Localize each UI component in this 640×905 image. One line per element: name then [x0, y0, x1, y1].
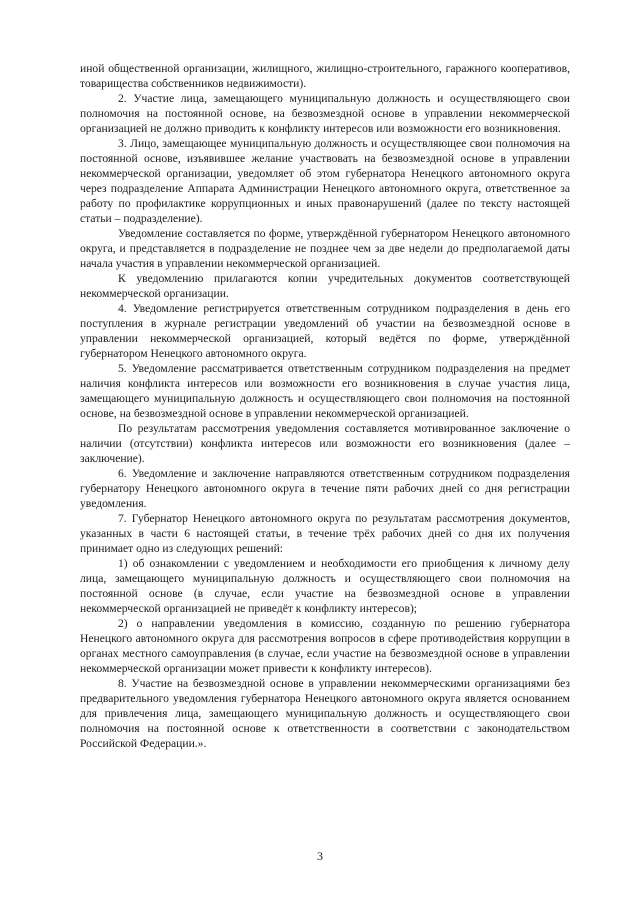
paragraph-attachments: К уведомлению прилагаются копии учредительных документов соответствующей некоммерческой организации. [80, 272, 570, 300]
paragraph-item-3: 3. Лицо, замещающее муниципальную должность и осуществляющее свои полномочия на постоянной основе, изъявившее желание участвовать на безвозмездной основе в управлении некоммерческой организации, уведомляет об этом губернатора Ненецкого автономного округа через подразделение Аппарата Администрации Ненецкого автономного округа, ответственное за работу по профилактике коррупционных и иных правонарушений (далее по тексту настоящей статьи – подразделение). [80, 137, 570, 225]
paragraph-item-4: 4. Уведомление регистрируется ответственным сотрудником подразделения в день его поступления в журнале регистрации уведомлений об участии на безвозмездной основе в управлении некоммерческой организацией, который ведётся по форме, утверждённой губернатором Ненецкого автономного округа. [80, 302, 570, 360]
paragraph-subitem-1: 1) об ознакомлении с уведомлением и необходимости его приобщения к личному делу лица, замещающего муниципальную должность и осуществляющего свои полномочия на постоянной основе (в случае, если участие на безвозмездной основе в управлении некоммерческой организацией не приведёт к конфликту интересов); [80, 557, 570, 615]
paragraph-conclusion: По результатам рассмотрения уведомления составляется мотивированное заключение о наличии (отсутствии) конфликта интересов или возможности его возникновения (далее – заключение). [80, 422, 570, 465]
paragraph-notice-form: Уведомление составляется по форме, утверждённой губернатором Ненецкого автономного округа, и представляется в подразделение не позднее чем за две недели до предполагаемой даты начала участия в управлении некоммерческой организацией. [80, 227, 570, 270]
paragraph-item-2: 2. Участие лица, замещающего муниципальную должность и осуществляющего свои полномочия на постоянной основе, на безвозмездной основе в управлении некоммерческой организацией не должно приводить к конфликту интересов или возможности его возникновения. [80, 92, 570, 135]
paragraph-item-8: 8. Участие на безвозмездной основе в управлении некоммерческими организациями без предварительного уведомления губернатора Ненецкого автономного округа является основанием для привлечения лица, замещающего муниципальную должность и осуществляющего свои полномочия на постоянной основе к ответственности в соответствии с законодательством Российской Федерации.». [80, 677, 570, 750]
paragraph-subitem-2: 2) о направлении уведомления в комиссию, созданную по решению губернатора Ненецкого автономного округа для рассмотрения вопросов в сфере противодействия коррупции в органах местного самоуправления (в случае, если участие на безвозмездной основе в управлении некоммерческой организации может привести к конфликту интересов). [80, 617, 570, 675]
page-number: 3 [317, 849, 323, 863]
paragraph-item-7: 7. Губернатор Ненецкого автономного округа по результатам рассмотрения документов, указанных в части 6 настоящей статьи, в течение трёх рабочих дней со дня их получения принимает одно из следующих решений: [80, 512, 570, 555]
paragraph-item-6: 6. Уведомление и заключение направляются ответственным сотрудником подразделения губернатору Ненецкого автономного округа в течение пяти рабочих дней со дня регистрации уведомления. [80, 467, 570, 510]
paragraph-continuation: иной общественной организации, жилищного, жилищно-строительного, гаражного кооперативов, товарищества собственников недвижимости). [80, 62, 570, 90]
document-body [80, 61, 570, 751]
paragraph-item-5: 5. Уведомление рассматривается ответственным сотрудником подразделения на предмет наличия конфликта интересов или возможности его возникновения в случае участия лица, замещающего муниципальную должность и осуществляющего свои полномочия на постоянной основе, на безвозмездной основе в управлении некоммерческой организацией. [80, 362, 570, 420]
